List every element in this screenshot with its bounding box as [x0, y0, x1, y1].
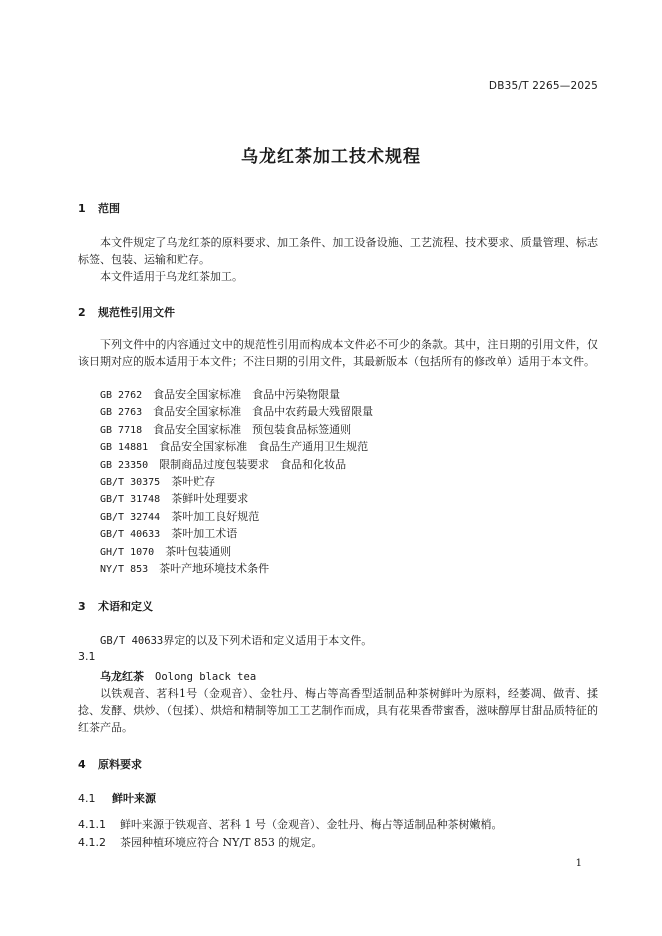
section-number: 4 [78, 758, 86, 771]
section-1-heading [78, 200, 120, 216]
clause-4-1-2 [78, 834, 322, 850]
clause-number: 4.1.2 [78, 836, 106, 849]
section-2-heading [78, 304, 175, 320]
term-chinese: 乌龙红茶 [100, 670, 144, 683]
reference-code: GB 2762 [100, 390, 143, 401]
section-title: 原料要求 [98, 758, 142, 771]
reference-name: 食品安全国家标准 预包装食品标签通则 [153, 422, 352, 436]
reference-name: 茶鲜叶处理要求 [171, 492, 249, 506]
section-3-heading [78, 598, 153, 614]
reference-code: GB 7718 [100, 424, 143, 436]
reference-code: GB/T 32744 [100, 511, 161, 523]
section-number: 3 [78, 600, 86, 613]
reference-item [100, 525, 373, 542]
reference-code: GB/T 40633 [100, 529, 161, 541]
term-english: Oolong black tea [155, 671, 257, 683]
subsection-number: 4.1 [78, 792, 96, 805]
term-3-1-heading [100, 668, 256, 684]
reference-name: 食品安全国家标准 食品中污染物限量 [153, 388, 341, 401]
subsection-4-1-heading [78, 790, 156, 806]
section-1-paragraph-1: 本文件规定了乌龙红茶的原料要求、加工条件、加工设备设施、工艺流程、技术要求、质量管理、标志标签、包装、运输和贮存。 [78, 236, 598, 266]
page-number: 1 [575, 858, 582, 869]
reference-item [100, 386, 373, 403]
reference-name: 茶叶产地环境技术条件 [159, 561, 270, 575]
reference-item [100, 403, 373, 420]
section-number: 2 [78, 306, 86, 319]
section-title: 术语和定义 [98, 600, 153, 613]
section-4-heading [78, 756, 142, 772]
clause-text: 茶园种植环境应符合 NY/T 853 的规定。 [120, 836, 323, 849]
reference-item [100, 421, 373, 438]
subsection-title: 鲜叶来源 [112, 792, 156, 805]
clause-4-1-1 [78, 816, 503, 832]
clause-number: 4.1.1 [78, 818, 106, 831]
section-title: 范围 [98, 202, 120, 215]
term-3-1-definition: 以铁观音、茗科1号（金观音）、金牡丹、梅占等高香型适制品种茶树鲜叶为原料，经萎凋、做青、揉捻、发酵、烘炒、（包揉）、烘焙和精制等加工工艺制作而成，具有花果香带蜜香，滋味醇厚甘甜品质特征的红茶产品。 [78, 687, 598, 734]
intro-text: 界定的以及下列术语和定义适用于本文件。 [163, 634, 373, 647]
section-title: 规范性引用文件 [98, 306, 175, 319]
reference-code: GB 2763 [100, 407, 143, 419]
reference-name: 食品安全国家标准 食品生产通用卫生规范 [159, 440, 369, 454]
reference-name: 限制商品过度包装要求 食品和化妆品 [159, 457, 347, 471]
section-2-paragraph-1: 下列文件中的内容通过文中的规范性引用而构成本文件必不可少的条款。其中，注日期的引用文件，仅该日期对应的版本适用于本文件；不注日期的引用文件，其最新版本（包括所有的修改单）适用于本文件。 [78, 338, 598, 368]
intro-reference-code: GB/T 40633 [100, 635, 164, 647]
reference-item [100, 543, 373, 560]
reference-name: 茶叶加工良好规范 [171, 509, 260, 523]
reference-code: GB 23350 [100, 459, 149, 471]
reference-code: GB 14881 [100, 442, 149, 454]
reference-item [100, 456, 373, 473]
section-number: 1 [78, 202, 86, 215]
term-3-1-number: 3.1 [78, 650, 96, 663]
section-1-paragraph-2: 本文件适用于乌龙红茶加工。 [100, 270, 243, 283]
reference-item [100, 560, 373, 577]
reference-name: 茶叶贮存 [171, 474, 216, 488]
clause-text: 鲜叶来源于铁观音、茗科 1 号（金观音）、金牡丹、梅占等适制品种茶树嫩梢。 [120, 818, 503, 831]
reference-name: 茶叶加工术语 [171, 527, 238, 541]
reference-name: 茶叶包装通则 [165, 544, 232, 558]
reference-item [100, 438, 373, 455]
reference-code: GB/T 31748 [100, 494, 161, 506]
normative-references-list [100, 386, 373, 577]
reference-code: GH/T 1070 [100, 546, 155, 558]
document-code: DB35/T 2265—2025 [488, 80, 598, 92]
reference-item [100, 508, 373, 525]
reference-code: NY/T 853 [100, 563, 149, 575]
reference-item [100, 490, 373, 507]
reference-code: GB/T 30375 [100, 476, 161, 488]
reference-name: 食品安全国家标准 食品中农药最大残留限量 [153, 405, 374, 419]
document-title: 乌龙红茶加工技术规程 [241, 147, 421, 167]
reference-item [100, 473, 373, 490]
section-3-intro [78, 632, 598, 650]
